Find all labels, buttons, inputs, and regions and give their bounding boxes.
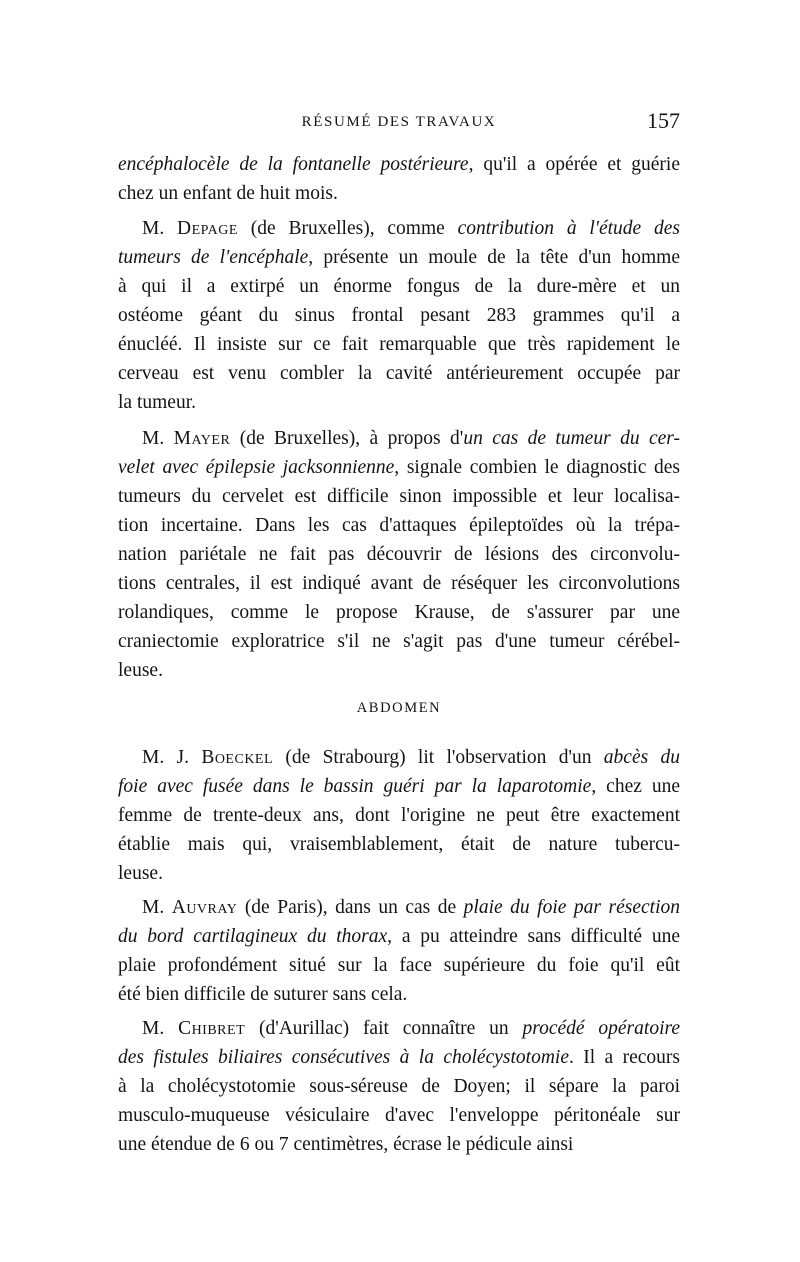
italic-title: du bord cartilagineux du thorax — [118, 926, 388, 947]
text-run: tions centrales, il est indiqué avant de réséquer les circonvolutions — [118, 573, 680, 594]
text-line — [118, 743, 680, 772]
text-line — [118, 627, 680, 656]
text-run: (de Bruxelles), à propos d' — [230, 428, 464, 449]
page-number: 157 — [647, 108, 680, 133]
text-line — [118, 214, 680, 243]
text-line — [118, 1130, 680, 1159]
text-run: une étendue de 6 ou 7 centimètres, écrase le pédicule ainsi — [118, 1134, 574, 1155]
text-run: leuse. — [118, 863, 163, 884]
text-line — [118, 1043, 680, 1072]
text-run: à qui il a extirpé un énorme fongus de la dure-mère et un — [118, 276, 680, 297]
text-line — [118, 359, 680, 388]
text-line — [118, 1101, 680, 1130]
text-run: chez un enfant de huit mois. — [118, 183, 338, 204]
italic-title: un cas de tumeur du cer- — [463, 428, 680, 449]
italic-title: procédé opératoire — [522, 1018, 680, 1039]
italic-title: tumeurs de l'encéphale — [118, 247, 309, 268]
text-line — [118, 424, 680, 453]
text-line — [118, 893, 680, 922]
text-run: M. — [142, 897, 172, 918]
text-run: , présente un moule de la tête d'un homme — [308, 247, 680, 268]
text-run: (de Paris), dans un cas de — [237, 897, 464, 918]
text-line — [118, 922, 680, 951]
text-line — [118, 482, 680, 511]
text-run: musculo-muqueuse vésiculaire d'avec l'enveloppe péritonéale sur — [118, 1105, 680, 1126]
text-run: M. — [142, 1018, 179, 1039]
text-run: (de Bruxelles), comme — [237, 218, 458, 239]
author-name: Boeckel — [201, 747, 274, 768]
text-run: rolandiques, comme le propose Krause, de s'assurer par une — [118, 602, 680, 623]
text-run: tumeurs du cervelet est difficile sinon impossible et leur localisa- — [118, 486, 680, 507]
italic-title: des fistules biliaires consécutives à la cholécystotomie — [118, 1047, 569, 1068]
text-run: plaie profondément situé sur la face supérieure du foie qu'il eût — [118, 955, 680, 976]
text-line — [118, 1014, 680, 1043]
text-run: à la cholécystotomie sous-séreuse de Doyen; il sépare la paroi — [118, 1076, 680, 1097]
text-run: (de Strabourg) lit l'observation d'un — [273, 747, 604, 768]
italic-title: abcès du — [603, 747, 680, 768]
text-line — [118, 179, 680, 208]
author-name: Chibret — [178, 1018, 246, 1039]
text-line — [118, 772, 680, 801]
text-line — [118, 951, 680, 980]
text-run: leuse. — [118, 660, 163, 681]
text-run: . Il a recours — [568, 1047, 680, 1068]
text-run: nation pariétale ne fait pas découvrir de lésions des circonvolu- — [118, 544, 680, 565]
italic-title: velet avec épilepsie jacksonnienne — [118, 457, 395, 478]
text-line — [118, 301, 680, 330]
text-run: M. — [142, 428, 174, 449]
text-line — [118, 330, 680, 359]
text-run: craniectomie exploratrice s'il ne s'agit pas d'une tumeur cérébel- — [118, 631, 680, 652]
text-line — [118, 272, 680, 301]
text-line — [118, 830, 680, 859]
text-run: la tumeur. — [118, 392, 196, 413]
text-run: , signale combien le diagnostic des — [394, 457, 680, 478]
italic-title: foie avec fusée dans le bassin guéri par la laparotomie — [118, 776, 592, 797]
running-title: RÉSUMÉ DES TRAVAUX — [301, 114, 497, 130]
author-name: Depage — [177, 218, 238, 239]
text-line — [118, 598, 680, 627]
text-line — [118, 801, 680, 830]
author-name: Mayer — [173, 428, 231, 449]
text-run: (d'Aurillac) fait connaître un — [245, 1018, 523, 1039]
section-heading: ABDOMEN — [356, 700, 442, 716]
text-run: énucléé. Il insiste sur ce fait remarquable que très rapidement le — [118, 334, 680, 355]
text-run: femme de trente-deux ans, dont l'origine ne peut être exactement — [118, 805, 680, 826]
text-line — [118, 150, 680, 179]
text-line — [118, 388, 680, 417]
italic-title: encéphalocèle de la fontanelle postérieure — [118, 154, 469, 175]
text-line — [118, 453, 680, 482]
text-run: , qu'il a opérée et guérie — [468, 154, 680, 175]
page-header — [118, 108, 680, 138]
text-line — [118, 243, 680, 272]
text-line — [118, 540, 680, 569]
text-line — [118, 1072, 680, 1101]
author-name: Auvray — [171, 897, 238, 918]
text-run: , chez une — [591, 776, 680, 797]
text-run: M. J. — [142, 747, 202, 768]
text-line — [118, 656, 680, 685]
text-run: M. — [142, 218, 178, 239]
text-run: établie mais qui, vraisemblablement, était de nature tubercu- — [118, 834, 680, 855]
text-run: ostéome géant du sinus frontal pesant 283 grammes qu'il a — [118, 305, 680, 326]
text-run: , a pu atteindre sans difficulté une — [387, 926, 680, 947]
text-line — [118, 569, 680, 598]
text-run: été bien difficile de suturer sans cela. — [118, 984, 408, 1005]
text-line — [118, 511, 680, 540]
italic-title: contribution à l'étude des — [457, 218, 680, 239]
text-run: cerveau est venu combler la cavité antérieurement occupée par — [118, 363, 680, 384]
text-line — [118, 980, 680, 1009]
text-run: tion incertaine. Dans les cas d'attaques épileptoïdes où la trépa- — [118, 515, 680, 536]
text-line — [118, 859, 680, 888]
italic-title: plaie du foie par résection — [463, 897, 680, 918]
